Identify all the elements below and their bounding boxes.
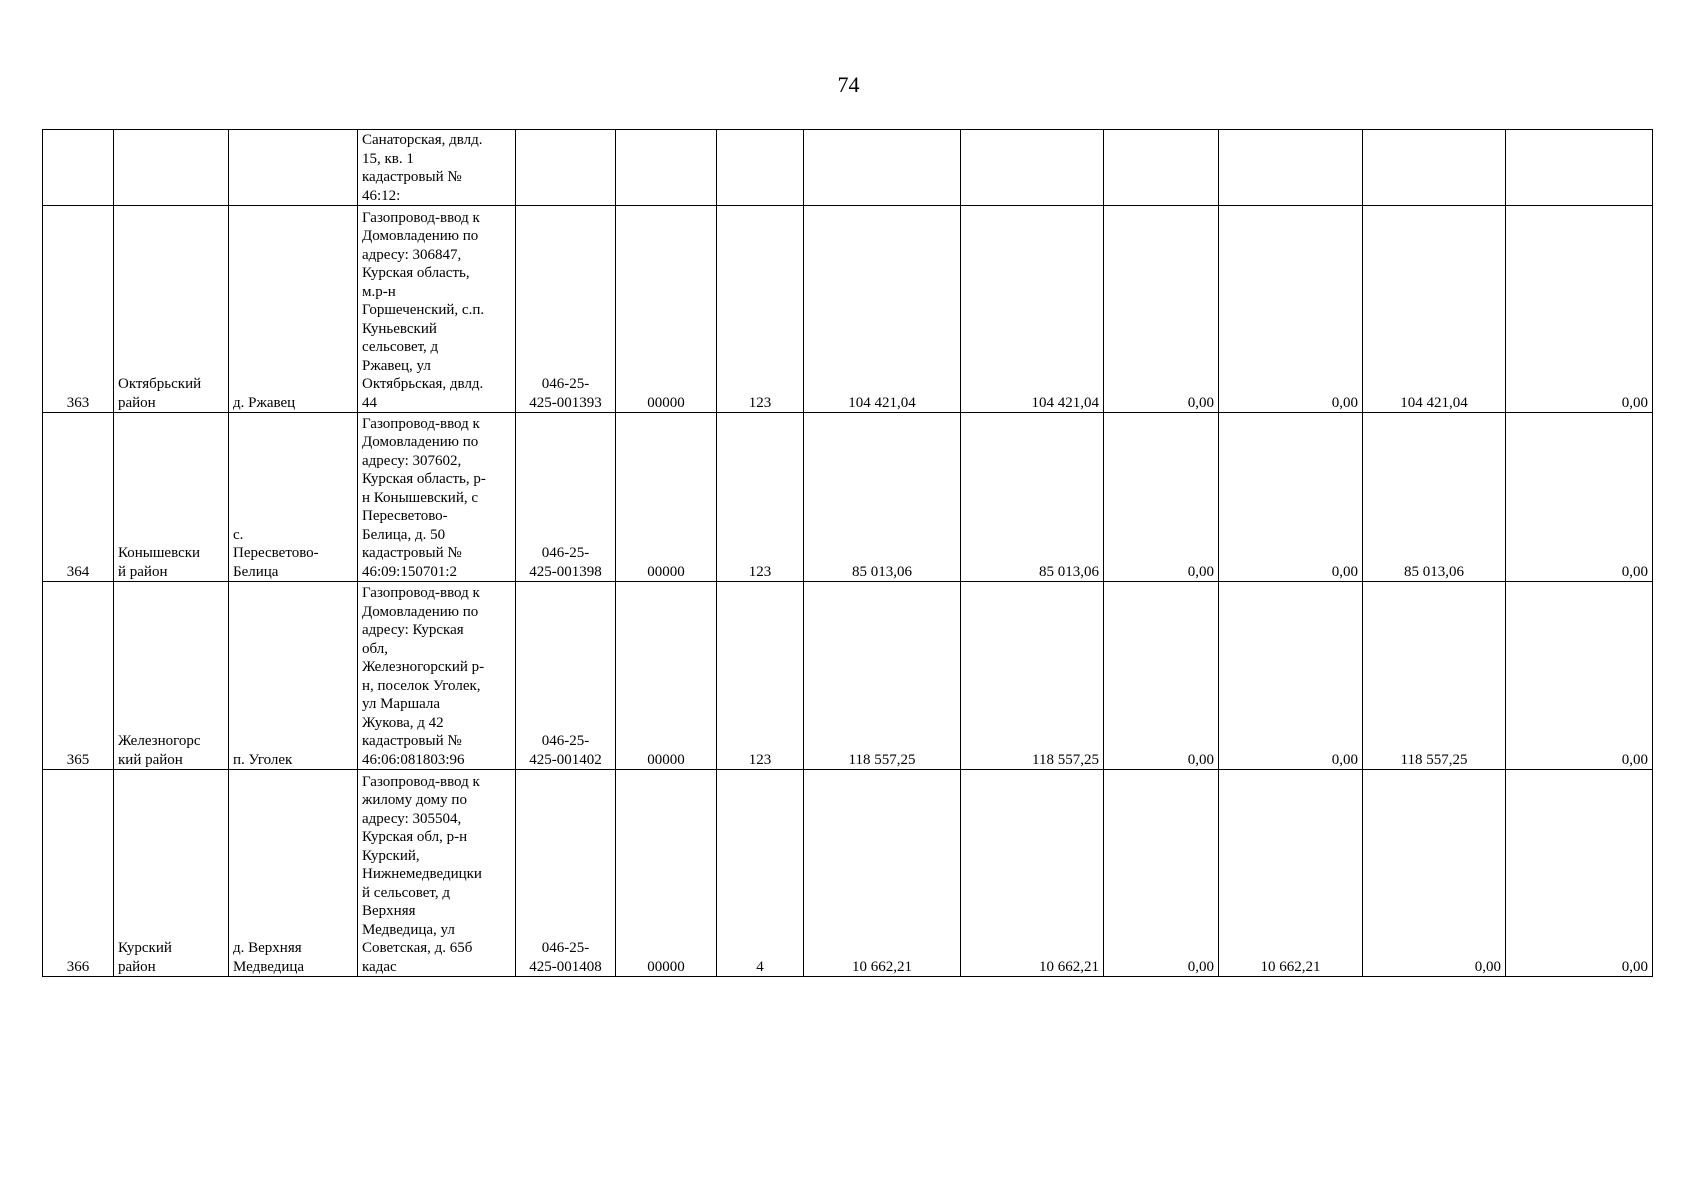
cell-amount1: 118 557,25 — [804, 582, 961, 770]
cell-object: Газопровод-ввод к Домовладению по адресу: Курская обл, Железногорский р- н, поселок Уголек, ул Маршала Жукова, д 42 кадастровый № 46:06:081803:96 — [358, 582, 516, 770]
cell-locality — [229, 130, 358, 206]
cell-amount2 — [961, 130, 1104, 206]
cell-inventory: 046-25- 425-001408 — [516, 770, 616, 977]
cell-district — [114, 130, 229, 206]
cell-amount5: 85 013,06 — [1363, 413, 1506, 582]
cell-amount3: 0,00 — [1104, 206, 1219, 413]
cell-amount5: 0,00 — [1363, 770, 1506, 977]
cell-amount5 — [1363, 130, 1506, 206]
cell-amount2: 85 013,06 — [961, 413, 1104, 582]
cell-district: Конышевски й район — [114, 413, 229, 582]
cell-amount3 — [1104, 130, 1219, 206]
cell-inventory — [516, 130, 616, 206]
cell-amount4: 10 662,21 — [1219, 770, 1363, 977]
table-row — [43, 413, 1653, 582]
cell-amount3: 0,00 — [1104, 582, 1219, 770]
cell-amount6: 0,00 — [1506, 413, 1653, 582]
cell-code1: 00000 — [616, 582, 717, 770]
cell-amount4: 0,00 — [1219, 413, 1363, 582]
cell-amount1: 85 013,06 — [804, 413, 961, 582]
table-row — [43, 582, 1653, 770]
cell-amount4 — [1219, 130, 1363, 206]
cell-inventory: 046-25- 425-001398 — [516, 413, 616, 582]
cell-no: 366 — [43, 770, 114, 977]
cell-code2: 123 — [717, 413, 804, 582]
cell-no: 365 — [43, 582, 114, 770]
cell-district: Октябрьский район — [114, 206, 229, 413]
cell-object: Газопровод-ввод к жилому дому по адресу: 305504, Курская обл, р-н Курский, Нижнемедведицки й сельсовет, д Верхняя Медведица, ул Советская, д. 65б кадас — [358, 770, 516, 977]
registry-table — [42, 129, 1653, 977]
table-row — [43, 206, 1653, 413]
cell-district: Железногорс кий район — [114, 582, 229, 770]
cell-amount1: 10 662,21 — [804, 770, 961, 977]
cell-locality: д. Ржавец — [229, 206, 358, 413]
cell-no — [43, 130, 114, 206]
cell-locality: п. Уголек — [229, 582, 358, 770]
cell-district: Курский район — [114, 770, 229, 977]
cell-amount2: 10 662,21 — [961, 770, 1104, 977]
cell-amount3: 0,00 — [1104, 770, 1219, 977]
cell-object: Газопровод-ввод к Домовладению по адресу: 307602, Курская область, р- н Конышевский, с Пересветово- Белица, д. 50 кадастровый № 46:09:150701:2 — [358, 413, 516, 582]
cell-no: 364 — [43, 413, 114, 582]
cell-amount1: 104 421,04 — [804, 206, 961, 413]
cell-amount6: 0,00 — [1506, 770, 1653, 977]
cell-code1: 00000 — [616, 413, 717, 582]
cell-amount3: 0,00 — [1104, 413, 1219, 582]
cell-amount6 — [1506, 130, 1653, 206]
cell-code1: 00000 — [616, 206, 717, 413]
table-row — [43, 770, 1653, 977]
cell-code2 — [717, 130, 804, 206]
cell-code2: 4 — [717, 770, 804, 977]
cell-inventory: 046-25- 425-001402 — [516, 582, 616, 770]
cell-inventory: 046-25- 425-001393 — [516, 206, 616, 413]
page-number: 74 — [837, 72, 860, 97]
cell-locality: д. Верхняя Медведица — [229, 770, 358, 977]
cell-amount2: 118 557,25 — [961, 582, 1104, 770]
cell-code2: 123 — [717, 206, 804, 413]
cell-locality: с. Пересветово- Белица — [229, 413, 358, 582]
cell-object: Газопровод-ввод к Домовладению по адресу: 306847, Курская область, м.р-н Горшеченский, с.п. Куньевский сельсовет, д Ржавец, ул Октябрьская, двлд. 44 — [358, 206, 516, 413]
cell-amount1 — [804, 130, 961, 206]
cell-code2: 123 — [717, 582, 804, 770]
cell-amount4: 0,00 — [1219, 206, 1363, 413]
cell-amount4: 0,00 — [1219, 582, 1363, 770]
cell-amount5: 118 557,25 — [1363, 582, 1506, 770]
cell-amount5: 104 421,04 — [1363, 206, 1506, 413]
cell-code1 — [616, 130, 717, 206]
cell-no: 363 — [43, 206, 114, 413]
cell-object: Санаторская, двлд. 15, кв. 1 кадастровый № 46:12: — [358, 130, 516, 206]
cell-code1: 00000 — [616, 770, 717, 977]
cell-amount2: 104 421,04 — [961, 206, 1104, 413]
cell-amount6: 0,00 — [1506, 582, 1653, 770]
cell-amount6: 0,00 — [1506, 206, 1653, 413]
table-row — [43, 130, 1653, 206]
